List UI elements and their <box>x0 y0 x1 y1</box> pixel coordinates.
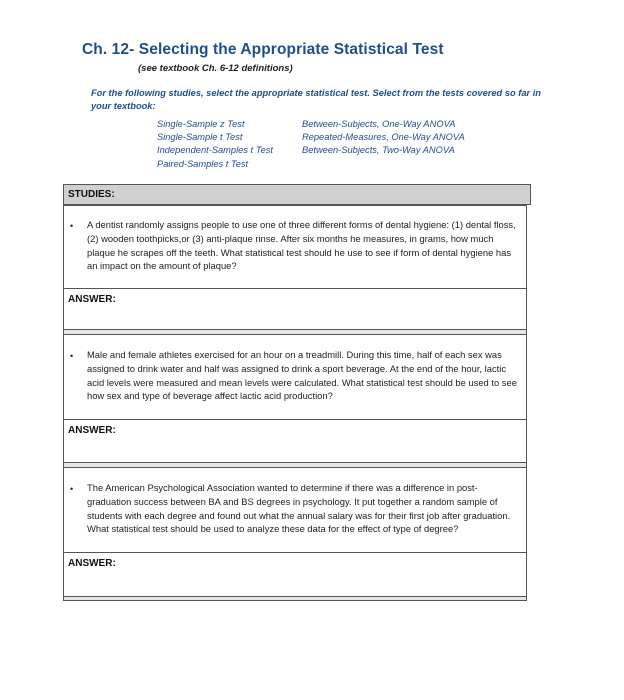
answer-box-2[interactable] <box>63 419 527 463</box>
instructions: For the following studies, select the appropriate statistical test. Select from the tests covered so far in your textbook: <box>91 88 541 111</box>
row-separator <box>63 597 527 601</box>
page-title: Ch. 12- Selecting the Appropriate Statistical Test <box>82 41 444 58</box>
test-list-right <box>302 118 465 158</box>
answer-label: ANSWER: <box>68 294 116 305</box>
study-3 <box>63 467 527 553</box>
study-text: The American Psychological Association wanted to determine if there was a difference in post-graduation success between BA and BS degrees in psychology. It put together a random sample of students with each degree and found out what the annual salary was for their first job after graduation. What statistical test should be used to analyze these data for the effect of type of degree? <box>87 482 511 535</box>
test-option: Paired-Samples t Test <box>157 158 249 169</box>
test-option: Single-Sample t Test <box>157 132 243 143</box>
answer-box-3[interactable] <box>63 552 527 597</box>
test-list-left <box>157 118 273 171</box>
study-2 <box>63 334 527 420</box>
study-text: A dentist randomly assigns people to use one of three different forms of dental hygiene: (1) dental floss, (2) wooden toothpicks,or (3) anti-plaque rinse. After six months he measures, in grams, how much plaque he scrapes off the teeth. What statistical test should he use to see if form of dental hygiene has an impact on the amount of plaque? <box>87 219 516 272</box>
answer-label: ANSWER: <box>68 558 116 569</box>
studies-header: STUDIES: <box>63 184 531 205</box>
test-option: Repeated-Measures, One-Way ANOVA <box>302 132 465 143</box>
bullet-icon: • <box>70 351 74 361</box>
test-option: Between-Subjects, Two-Way ANOVA <box>302 145 455 156</box>
study-1 <box>63 205 527 289</box>
bullet-icon: • <box>70 221 74 231</box>
test-option: Independent-Samples t Test <box>157 145 273 156</box>
test-option: Between-Subjects, One-Way ANOVA <box>302 119 456 129</box>
test-option: Single-Sample z Test <box>157 119 245 129</box>
page-subtitle: (see textbook Ch. 6-12 definitions) <box>138 63 293 74</box>
study-text: Male and female athletes exercised for an hour on a treadmill. During this time, half of each sex was assigned to drink water and half was assigned to drink a sport beverage. At the end of the hour, lactic acid levels were measured and mean levels were calculated. What statistical test should be used to see how sex and type of beverage affect lactic acid production? <box>87 349 517 402</box>
answer-label: ANSWER: <box>68 425 116 436</box>
bullet-icon: • <box>70 484 74 494</box>
answer-box-1[interactable] <box>63 288 527 330</box>
